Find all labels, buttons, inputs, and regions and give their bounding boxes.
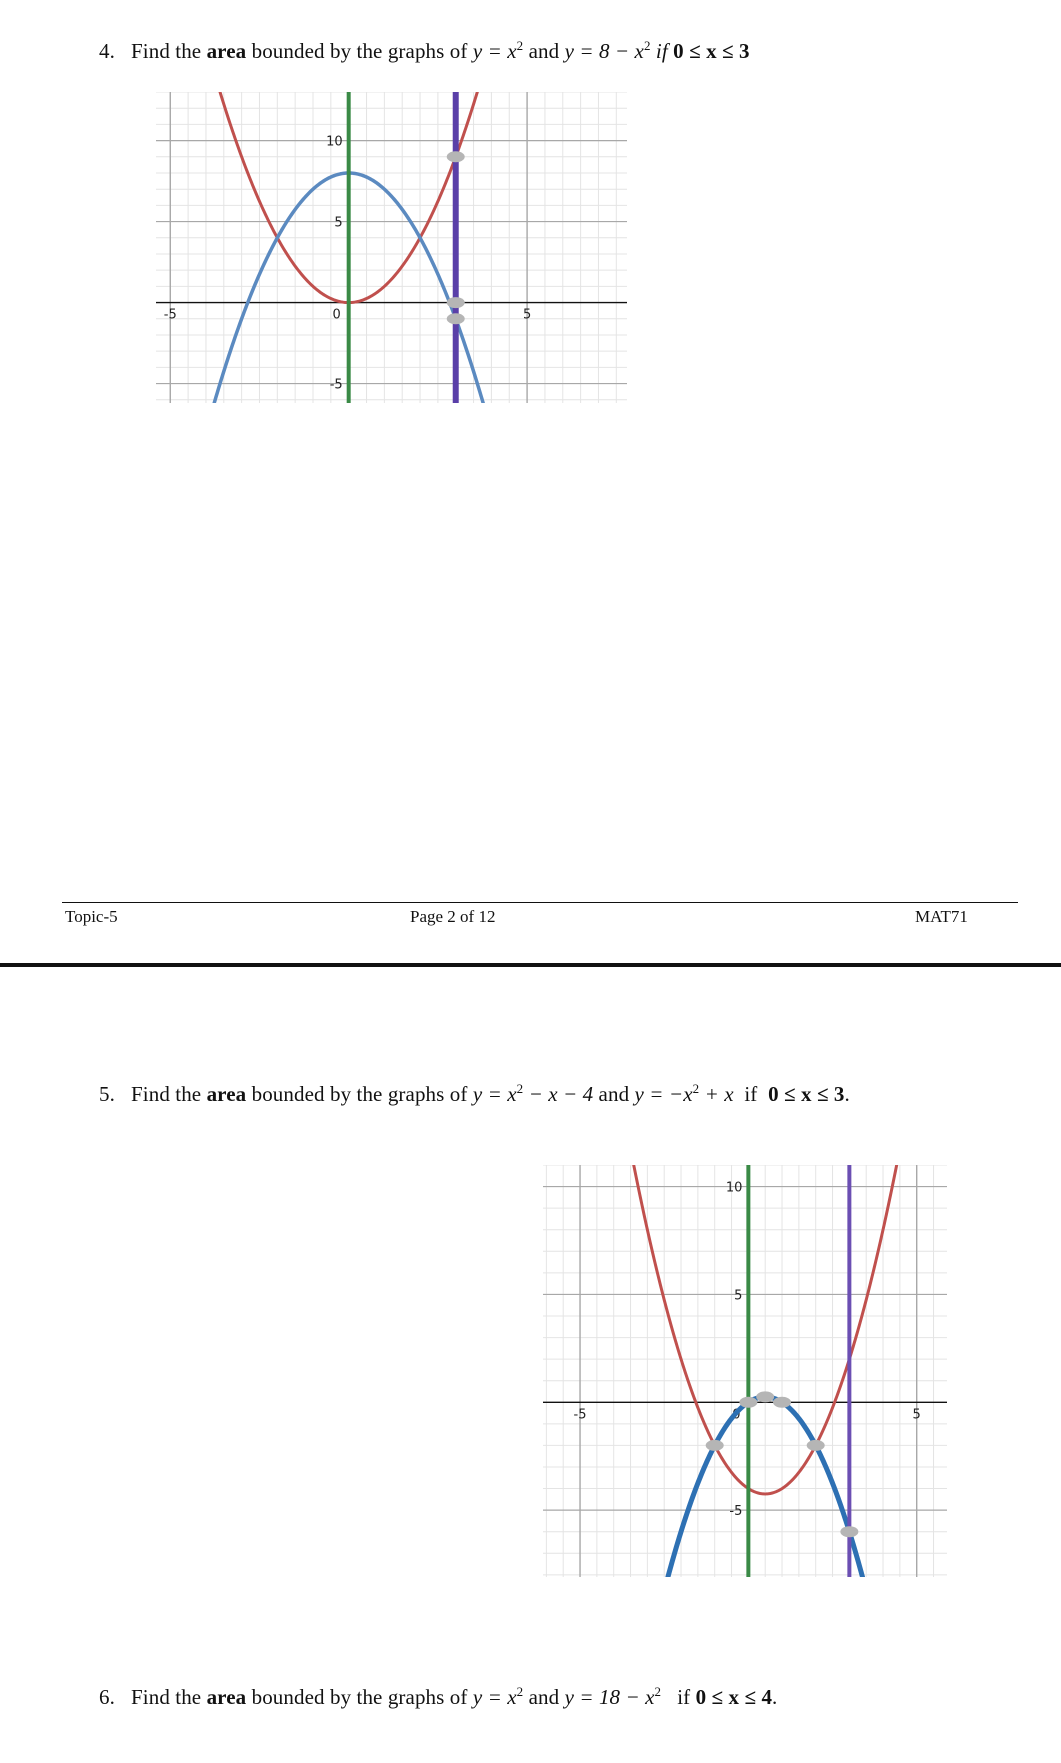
- x-tick-label: -5: [163, 307, 177, 323]
- intersection-point: [807, 1440, 825, 1451]
- condition-prefix: if: [650, 39, 674, 63]
- equation-1: $y = x^2$: [472, 38, 524, 63]
- intersection-point: [447, 313, 465, 324]
- x-tick-label: 5: [522, 307, 532, 323]
- question-4: [99, 38, 750, 64]
- footer-topic: Topic-5: [65, 907, 118, 926]
- graph-question-4: [156, 92, 627, 403]
- equation-2: $y = 18 - x^2$: [564, 1684, 662, 1709]
- y-tick-label: 5: [334, 215, 343, 231]
- y-tick-label: 10: [725, 1180, 743, 1196]
- equation-1: $y = x^2$: [472, 1684, 524, 1709]
- footer-rule: [62, 902, 1018, 903]
- y-tick-label: -5: [329, 377, 343, 393]
- intersection-point: [706, 1440, 724, 1451]
- question-text: bounded by the graphs of: [246, 1082, 473, 1106]
- y-tick-label: 10: [326, 134, 343, 150]
- question-number: 5.: [99, 1082, 115, 1106]
- intersection-point: [840, 1526, 858, 1537]
- question-6: [99, 1684, 777, 1710]
- emphasis-word: area: [206, 1082, 247, 1106]
- graph-question-5: [543, 1165, 947, 1577]
- emphasis-word: area: [206, 1685, 247, 1709]
- intersection-point: [773, 1397, 791, 1408]
- question-text: bounded by the graphs of: [246, 1685, 473, 1709]
- emphasis-word: area: [206, 39, 247, 63]
- x-tick-label: 5: [912, 1407, 921, 1423]
- question-text: and: [523, 1685, 565, 1709]
- condition: 0 ≤ x ≤ 4: [695, 1685, 773, 1709]
- equation-2: $y = 8 - x^2$: [564, 38, 651, 63]
- condition-prefix: if: [661, 1685, 696, 1709]
- question-text: and: [523, 39, 565, 63]
- intersection-point: [739, 1397, 757, 1408]
- question-text: and: [593, 1082, 635, 1106]
- graph-canvas: [543, 1165, 947, 1577]
- punctuation: .: [772, 1685, 778, 1709]
- graph-canvas: [156, 92, 627, 403]
- punctuation: .: [844, 1082, 850, 1106]
- condition-prefix: if: [733, 1082, 769, 1106]
- x-tick-label: 0: [332, 307, 341, 323]
- equation-1: $y = x^2 - x - 4$: [472, 1081, 594, 1106]
- page-divider: [0, 963, 1061, 967]
- y-tick-label: 5: [734, 1288, 743, 1304]
- question-number: 4.: [99, 39, 115, 63]
- question-text: Find the: [131, 39, 207, 63]
- red-curve: [543, 1165, 947, 1494]
- intersection-point: [447, 151, 465, 162]
- footer-course-code: MAT71: [915, 907, 968, 926]
- question-5: [99, 1081, 850, 1107]
- x-tick-label: -5: [573, 1407, 587, 1423]
- y-tick-label: -5: [729, 1504, 743, 1520]
- intersection-point: [756, 1391, 774, 1402]
- condition: 0 ≤ x ≤ 3: [768, 1082, 845, 1106]
- intersection-point: [447, 297, 465, 308]
- condition: 0 ≤ x ≤ 3: [673, 39, 750, 63]
- equation-2: $y = -x^2 + x$: [634, 1081, 734, 1106]
- blue-curve: [156, 173, 627, 403]
- question-text: Find the: [131, 1685, 207, 1709]
- x-tick-label: 0: [732, 1407, 741, 1423]
- question-text: Find the: [131, 1082, 207, 1106]
- question-text: bounded by the graphs of: [246, 39, 473, 63]
- question-number: 6.: [99, 1685, 115, 1709]
- footer-page-number: Page 2 of 12: [410, 907, 496, 926]
